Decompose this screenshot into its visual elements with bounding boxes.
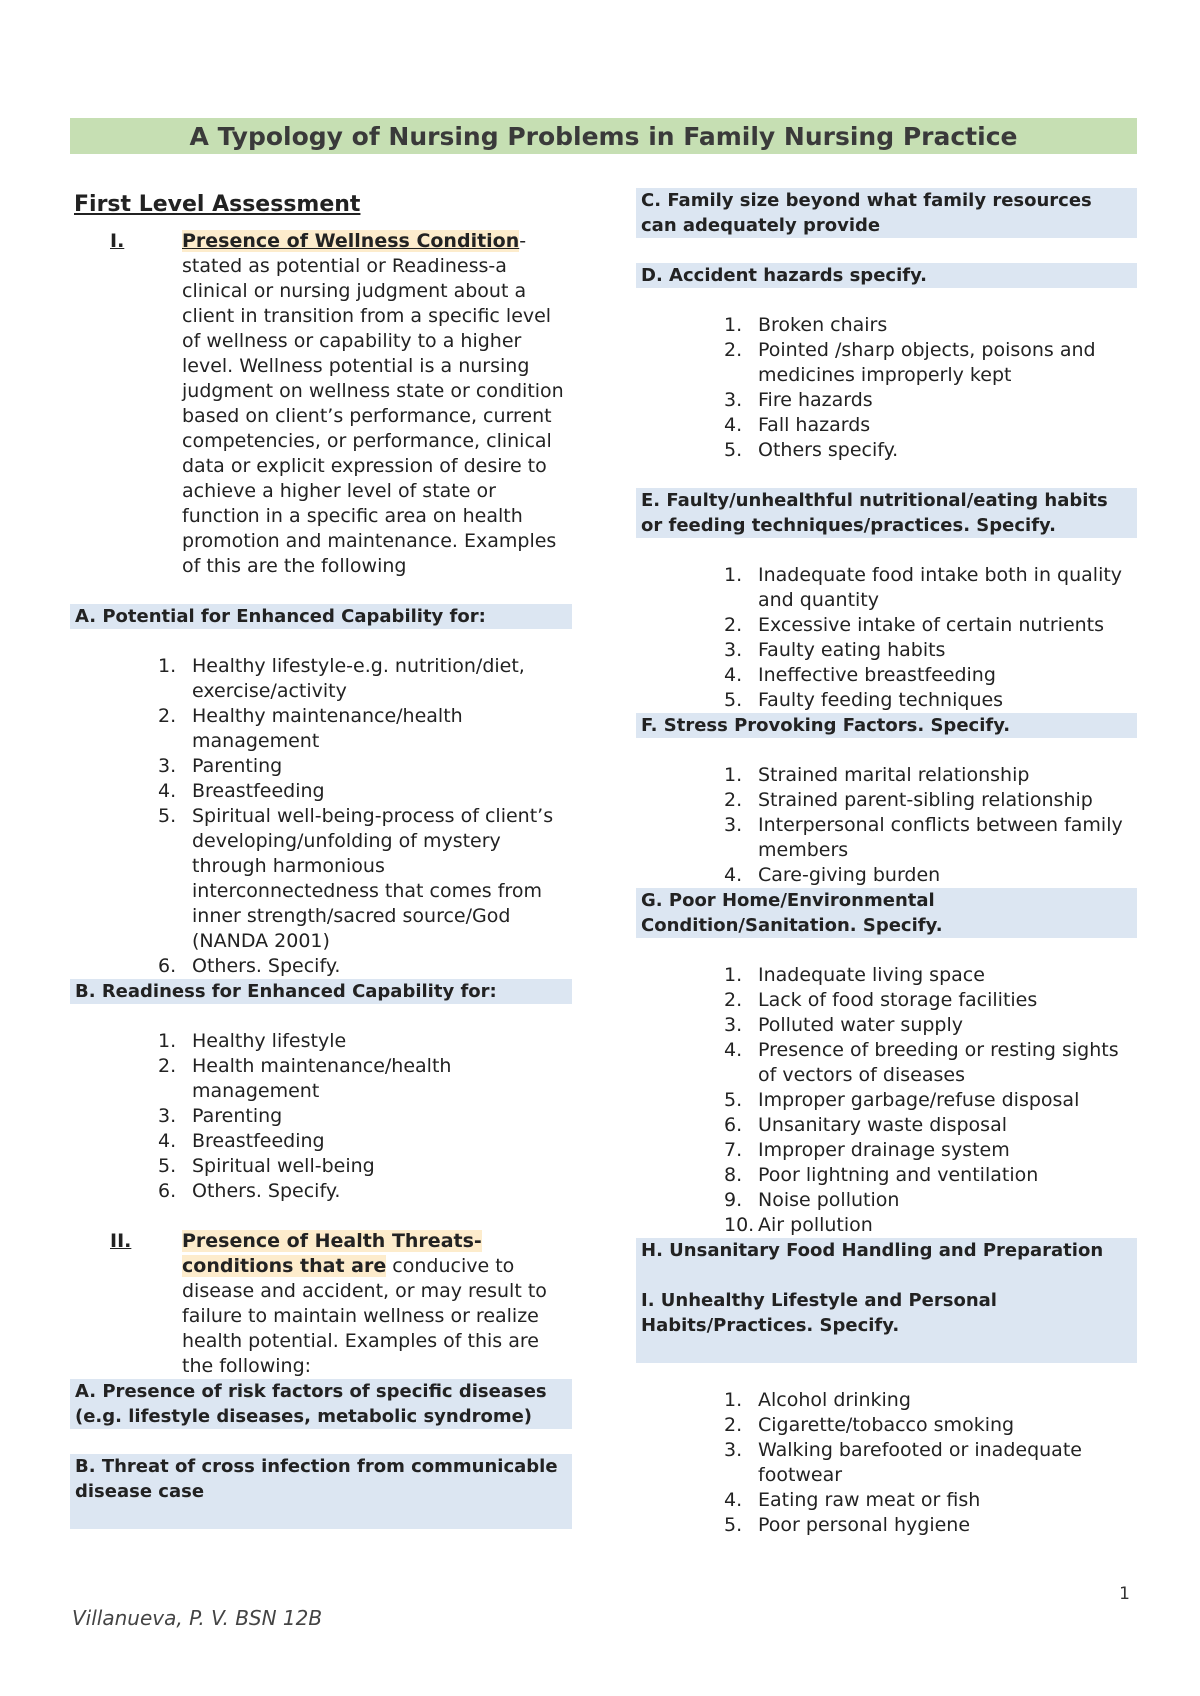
list-item xyxy=(636,613,1137,638)
list-item xyxy=(636,338,1137,388)
list-item xyxy=(636,438,1137,463)
list-item-text: Walking barefooted or inadequate footwear xyxy=(758,1439,1082,1486)
list-item-number: 1. xyxy=(158,655,177,677)
list-item xyxy=(636,1163,1137,1188)
list-item-number: 2. xyxy=(724,789,743,811)
list-item xyxy=(636,388,1137,413)
list-item xyxy=(70,1104,572,1129)
group-e-list xyxy=(636,563,1137,713)
list-item xyxy=(636,863,1137,888)
group-a-list xyxy=(70,654,572,979)
list-item xyxy=(636,813,1137,863)
list-item-text: Healthy lifestyle xyxy=(192,1030,347,1052)
list-item-number: 6. xyxy=(158,1180,177,1202)
list-item-text: Fire hazards xyxy=(758,389,873,411)
list-item-number: 2. xyxy=(724,339,743,361)
list-item-text: Noise pollution xyxy=(758,1189,900,1211)
list-item-number: 6. xyxy=(724,1114,743,1136)
list-item-text: Breastfeeding xyxy=(192,1130,325,1152)
list-item xyxy=(636,563,1137,613)
list-item xyxy=(636,1088,1137,1113)
list-item-number: 5. xyxy=(724,439,743,461)
list-item-text: Alcohol drinking xyxy=(758,1389,911,1411)
group-a-heading: A. Potential for Enhanced Capability for: xyxy=(70,604,572,629)
list-item-text: Spiritual well-being-process of client’s developing/unfolding of mystery through harmonious interconnectedness that comes from inner strength/sacred source/God (NANDA 2001) xyxy=(192,805,554,952)
list-item-number: 4. xyxy=(724,1489,743,1511)
section-title: Presence of Health Threats-conditions that are xyxy=(182,1230,482,1277)
list-item-number: 10. xyxy=(724,1214,755,1236)
list-item-text: Air pollution xyxy=(758,1214,873,1236)
list-item-text: Excessive intake of certain nutrients xyxy=(758,614,1105,636)
list-item-text: Interpersonal conflicts between family members xyxy=(758,814,1123,861)
list-item xyxy=(636,638,1137,663)
right-column xyxy=(636,188,1137,1538)
list-item xyxy=(636,988,1137,1013)
list-item-number: 3. xyxy=(724,639,743,661)
list-item-number: 1. xyxy=(724,564,743,586)
section-title: Presence of Wellness Condition xyxy=(182,230,520,252)
list-item-text: Faulty eating habits xyxy=(758,639,946,661)
list-item xyxy=(70,1029,572,1054)
list-item-text: Inadequate living space xyxy=(758,964,985,986)
list-item xyxy=(636,1513,1137,1538)
group-g-heading: G. Poor Home/Environmental Condition/Sanitation. Specify. xyxy=(636,888,1137,938)
list-item-text: Ineffective breastfeeding xyxy=(758,664,996,686)
list-item-text: Parenting xyxy=(192,755,283,777)
list-item xyxy=(636,1213,1137,1238)
list-item-number: 2. xyxy=(158,1055,177,1077)
group-g-list xyxy=(636,963,1137,1238)
list-item-number: 1. xyxy=(724,1389,743,1411)
list-item-text: Faulty feeding techniques xyxy=(758,689,1004,711)
group-b-heading: B. Readiness for Enhanced Capability for: xyxy=(70,979,572,1004)
list-item-text: Spiritual well-being xyxy=(192,1155,375,1177)
list-item-text: Lack of food storage facilities xyxy=(758,989,1038,1011)
list-item-number: 5. xyxy=(724,689,743,711)
list-item-number: 4. xyxy=(724,1039,743,1061)
list-item-number: 2. xyxy=(724,989,743,1011)
list-item-text: Unsanitary waste disposal xyxy=(758,1114,1008,1136)
section-wellness xyxy=(70,229,572,579)
group-f-list xyxy=(636,763,1137,888)
list-item-number: 2. xyxy=(724,614,743,636)
list-item-number: 1. xyxy=(158,1030,177,1052)
list-item xyxy=(636,1038,1137,1088)
list-item-text: Healthy maintenance/health management xyxy=(192,705,463,752)
list-item-number: 1. xyxy=(724,964,743,986)
list-item xyxy=(636,1413,1137,1438)
list-item xyxy=(636,1488,1137,1513)
section-numeral: II. xyxy=(110,1230,132,1252)
list-item-text: Health maintenance/health management xyxy=(192,1055,452,1102)
list-item-number: 3. xyxy=(724,389,743,411)
list-item-text: Parenting xyxy=(192,1105,283,1127)
list-item-text: Improper garbage/refuse disposal xyxy=(758,1089,1080,1111)
list-item xyxy=(70,654,572,704)
group-d-heading: D. Accident hazards specify. xyxy=(636,263,1137,288)
list-item xyxy=(70,1129,572,1154)
page-number: 1 xyxy=(1119,1584,1130,1604)
list-item-text: Breastfeeding xyxy=(192,780,325,802)
list-item-number: 6. xyxy=(158,955,177,977)
group-b-list xyxy=(70,1029,572,1204)
list-item-text: Eating raw meat or fish xyxy=(758,1489,981,1511)
list-item-text: Poor personal hygiene xyxy=(758,1514,971,1536)
list-item xyxy=(636,1113,1137,1138)
group-a2-heading: A. Presence of risk factors of specific diseases (e.g. lifestyle diseases, metabolic syndrome) xyxy=(70,1379,572,1429)
list-item-number: 3. xyxy=(158,755,177,777)
list-item-text: Healthy lifestyle-e.g. nutrition/diet, exercise/activity xyxy=(192,655,525,702)
document-title: A Typology of Nursing Problems in Family Nursing Practice xyxy=(70,118,1137,154)
group-i-list xyxy=(636,1388,1137,1538)
list-item xyxy=(636,1138,1137,1163)
list-item xyxy=(636,688,1137,713)
list-item-text: Fall hazards xyxy=(758,414,871,436)
left-column xyxy=(70,188,572,1529)
group-h-heading: H. Unsanitary Food Handling and Preparation xyxy=(641,1240,1104,1261)
section-title-dash: - xyxy=(519,230,527,252)
list-item-number: 4. xyxy=(158,780,177,802)
list-item xyxy=(636,1438,1137,1488)
list-item xyxy=(636,963,1137,988)
group-c-heading: C. Family size beyond what family resources can adequately provide xyxy=(636,188,1137,238)
list-item-number: 7. xyxy=(724,1139,743,1161)
group-b2-heading: B. Threat of cross infection from communicable disease case xyxy=(70,1454,572,1529)
list-item-number: 2. xyxy=(724,1414,743,1436)
list-item-number: 5. xyxy=(724,1514,743,1536)
list-item xyxy=(70,954,572,979)
list-item-text: Poor lightning and ventilation xyxy=(758,1164,1039,1186)
list-item-text: Inadequate food intake both in quality and quantity xyxy=(758,564,1123,611)
list-item-text: Others specify. xyxy=(758,439,899,461)
list-item-number: 8. xyxy=(724,1164,743,1186)
list-item xyxy=(636,413,1137,438)
list-item xyxy=(70,754,572,779)
group-e-heading: E. Faulty/unhealthful nutritional/eating habits or feeding techniques/practices. Specify. xyxy=(636,488,1137,538)
section-body: conducive to disease and accident, or may result to failure to maintain wellness or realize health potential. Examples of this are the following: xyxy=(182,1255,547,1377)
list-item-number: 1. xyxy=(724,314,743,336)
list-item-number: 4. xyxy=(724,864,743,886)
section-body: stated as potential or Readiness-a clinical or nursing judgment about a client in transition from a specific level of wellness or capability to a higher level. Wellness potential is a nursing judgment on wellness state or condition based on client’s performance, current competencies, or performance, clinical data or explicit expression of desire to achieve a higher level of state or function in a specific area on health promotion and maintenance. Examples of this are the following xyxy=(182,255,564,577)
list-item xyxy=(636,313,1137,338)
list-item xyxy=(636,763,1137,788)
list-item-number: 3. xyxy=(724,814,743,836)
section-numeral: I. xyxy=(110,230,125,252)
list-item-number: 3. xyxy=(724,1439,743,1461)
group-h-i-panel xyxy=(636,1238,1137,1363)
list-item xyxy=(70,804,572,954)
list-item-text: Others. Specify. xyxy=(192,955,341,977)
list-item-text: Strained marital relationship xyxy=(758,764,1030,786)
list-item-number: 1. xyxy=(724,764,743,786)
list-item-number: 2. xyxy=(158,705,177,727)
list-item-text: Broken chairs xyxy=(758,314,888,336)
list-item xyxy=(70,1154,572,1179)
list-item xyxy=(636,663,1137,688)
list-item-number: 3. xyxy=(158,1105,177,1127)
footer-author: Villanueva, P. V. BSN 12B xyxy=(72,1606,323,1630)
list-item xyxy=(636,1388,1137,1413)
list-item-text: Care-giving burden xyxy=(758,864,941,886)
list-item-number: 5. xyxy=(158,1155,177,1177)
group-d-list xyxy=(636,313,1137,463)
list-item-number: 4. xyxy=(724,664,743,686)
list-item xyxy=(636,1188,1137,1213)
list-item-number: 4. xyxy=(724,414,743,436)
list-item-number: 5. xyxy=(158,805,177,827)
list-item xyxy=(636,788,1137,813)
list-item xyxy=(70,779,572,804)
group-i-heading: I. Unhealthy Lifestyle and Personal Habits/Practices. Specify. xyxy=(641,1290,997,1336)
list-item-number: 4. xyxy=(158,1130,177,1152)
list-item-text: Polluted water supply xyxy=(758,1014,964,1036)
list-item-number: 5. xyxy=(724,1089,743,1111)
first-level-heading: First Level Assessment xyxy=(74,192,361,217)
list-item-text: Pointed /sharp objects, poisons and medicines improperly kept xyxy=(758,339,1096,386)
list-item-text: Cigarette/tobacco smoking xyxy=(758,1414,1015,1436)
list-item-number: 3. xyxy=(724,1014,743,1036)
list-item xyxy=(70,1179,572,1204)
list-item-text: Improper drainage system xyxy=(758,1139,1010,1161)
list-item-number: 9. xyxy=(724,1189,743,1211)
list-item-text: Strained parent-sibling relationship xyxy=(758,789,1093,811)
list-item xyxy=(70,1054,572,1104)
list-item xyxy=(636,1013,1137,1038)
section-health-threats xyxy=(70,1229,572,1379)
list-item-text: Others. Specify. xyxy=(192,1180,341,1202)
group-f-heading: F. Stress Provoking Factors. Specify. xyxy=(636,713,1137,738)
list-item-text: Presence of breeding or resting sights of vectors of diseases xyxy=(758,1039,1119,1086)
list-item xyxy=(70,704,572,754)
